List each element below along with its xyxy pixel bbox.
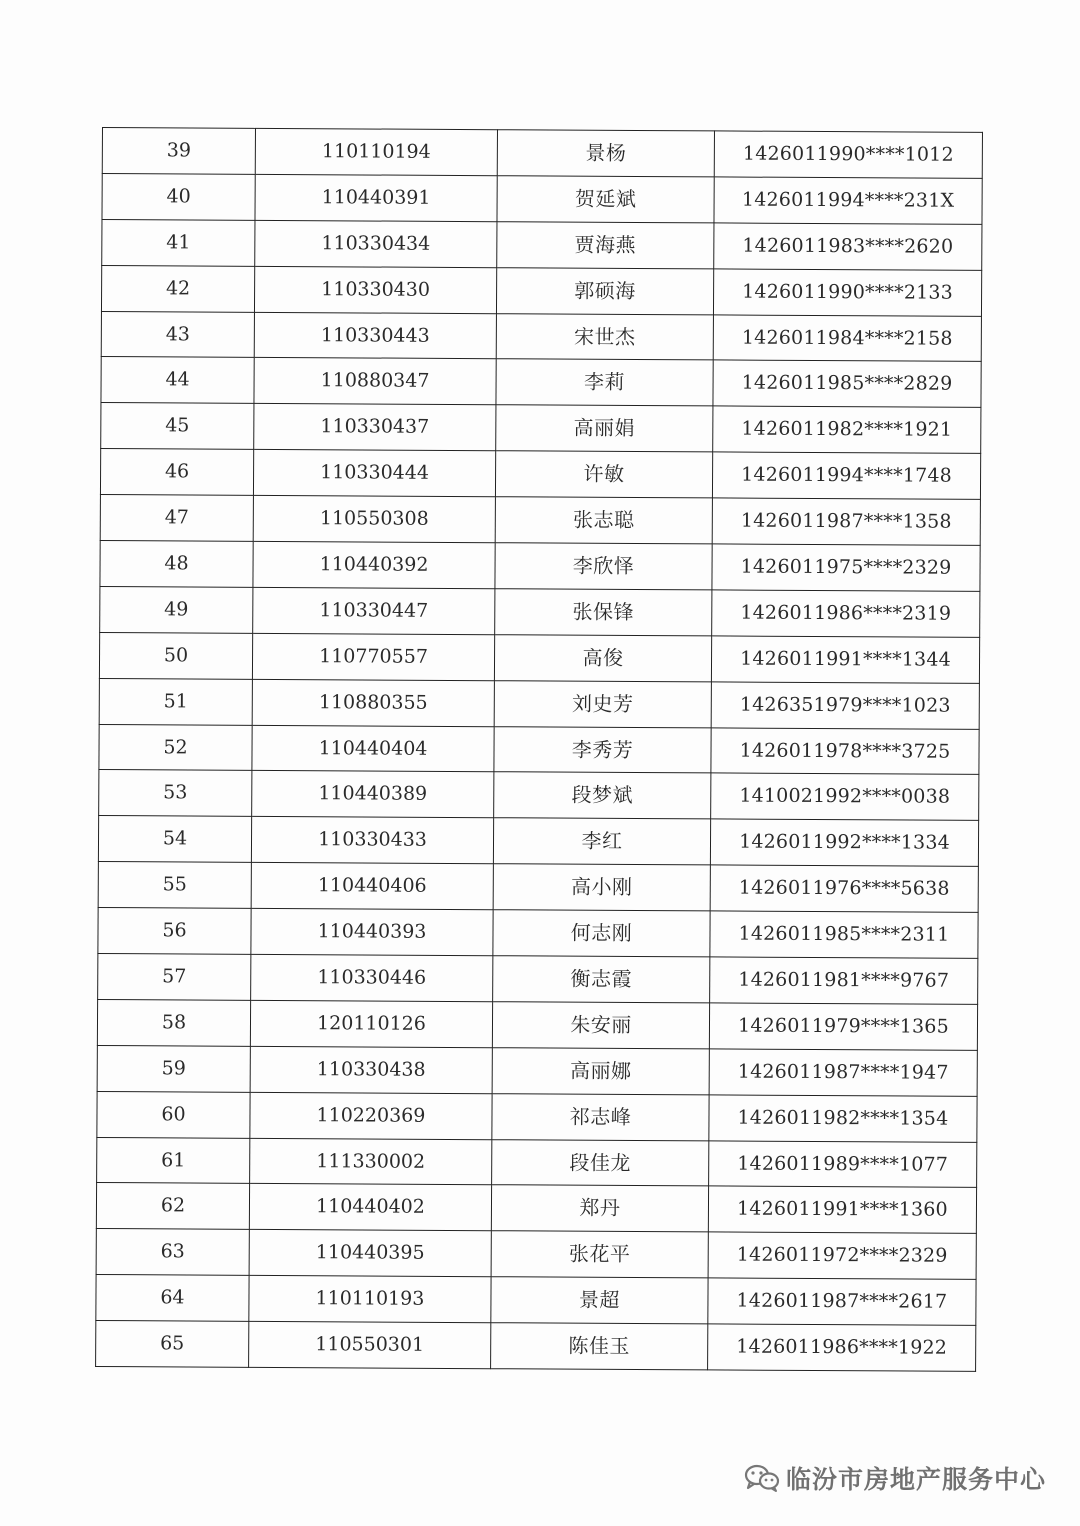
row-number-cell: [96, 1229, 249, 1276]
person-name-text: 高小刚: [570, 874, 633, 900]
table-row: [101, 311, 981, 362]
person-name-cell: [494, 634, 711, 681]
id-number-text: 1410021992****0038: [739, 784, 951, 809]
id-number-text: 1426011990****2133: [742, 280, 954, 304]
certificate-number-text: 110880355: [318, 690, 428, 714]
table-row: [96, 1321, 976, 1372]
certificate-number-cell: [254, 358, 496, 405]
certificate-number-cell: [254, 312, 496, 359]
certificate-number-cell: [253, 541, 495, 588]
row-number-cell: [97, 1137, 250, 1184]
person-name-cell: [494, 680, 711, 727]
person-name-text: 宋世杰: [574, 324, 636, 349]
row-number-text: 43: [165, 322, 191, 345]
id-number-text: 1426011989****1077: [737, 1152, 949, 1176]
row-number-cell: [97, 1045, 250, 1092]
id-number-text: 1426011982****1921: [741, 417, 953, 442]
person-name-cell: [492, 1048, 709, 1095]
certificate-number-text: 110440393: [317, 920, 427, 943]
table-row: [101, 357, 981, 408]
person-name-cell: [493, 910, 710, 957]
id-number-text: 1426011987****1947: [737, 1060, 949, 1084]
certificate-number-cell: [249, 1276, 491, 1323]
row-number-cell: [102, 219, 255, 266]
person-name-text: 张志聪: [572, 507, 635, 533]
certificate-number-cell: [249, 1321, 491, 1368]
person-name-text: 何志刚: [570, 920, 633, 946]
row-number-cell: [97, 999, 250, 1046]
id-number-cell: [714, 177, 982, 224]
person-name-text: 张花平: [568, 1241, 631, 1267]
row-number-text: 50: [163, 644, 189, 667]
row-number-cell: [100, 495, 253, 542]
id-number-text: 1426011991****1360: [736, 1197, 948, 1222]
certificate-number-text: 110330433: [318, 828, 427, 852]
row-number-cell: [99, 724, 252, 771]
id-number-cell: [713, 360, 981, 407]
row-number-cell: [98, 908, 251, 955]
row-number-cell: [101, 265, 254, 312]
certificate-number-text: 110110194: [321, 140, 431, 163]
table-row: [97, 1045, 977, 1096]
row-number-text: 42: [165, 276, 191, 300]
table-row: [99, 724, 979, 775]
row-number-text: 45: [165, 414, 190, 437]
id-number-text: 1426011992****1334: [739, 830, 950, 855]
row-number-cell: [100, 449, 253, 496]
row-number-cell: [102, 173, 255, 220]
id-number-cell: [709, 1003, 977, 1050]
table-row: [99, 770, 979, 821]
id-number-text: 1426011994****231X: [741, 188, 955, 212]
table-row: [96, 1229, 976, 1280]
roster-table-body: [96, 128, 983, 1372]
row-number-cell: [96, 1321, 249, 1368]
person-name-cell: [497, 130, 714, 177]
person-name-text: 段梦斌: [571, 783, 634, 808]
row-number-text: 53: [163, 781, 188, 804]
person-name-text: 刘史芳: [571, 691, 634, 716]
certificate-number-text: 110440406: [317, 874, 427, 898]
person-name-text: 郑丹: [579, 1196, 621, 1221]
row-number-text: 46: [164, 460, 190, 483]
certificate-number-cell: [250, 1092, 492, 1139]
id-number-text: 1426011986****2319: [740, 601, 952, 625]
table-row: [100, 586, 980, 637]
id-number-cell: [708, 1232, 976, 1279]
certificate-number-cell: [251, 817, 493, 864]
id-number-text: 1426011972****2329: [736, 1243, 948, 1268]
id-number-cell: [714, 223, 982, 270]
person-name-text: 许敏: [583, 461, 625, 487]
certificate-number-cell: [255, 128, 497, 175]
certificate-number-text: 110330447: [319, 599, 429, 622]
table-row: [97, 1137, 977, 1188]
person-name-cell: [496, 313, 713, 360]
person-name-cell: [493, 864, 710, 911]
id-number-text: 1426011981****9767: [738, 968, 950, 992]
person-name-text: 贺延斌: [574, 186, 637, 211]
table-row: [96, 1275, 976, 1326]
person-name-text: 郭硕海: [574, 278, 636, 303]
person-name-cell: [496, 267, 713, 314]
certificate-number-cell: [251, 908, 493, 955]
id-number-cell: [710, 911, 978, 958]
certificate-number-text: 110440391: [321, 186, 431, 209]
row-number-cell: [98, 816, 251, 863]
row-number-text: 52: [163, 735, 188, 759]
table-row: [98, 908, 978, 959]
row-number-text: 65: [160, 1332, 185, 1355]
person-name-text: 高丽娜: [569, 1058, 632, 1083]
table-row: [100, 449, 980, 500]
certificate-number-text: 111330002: [316, 1149, 426, 1173]
id-number-cell: [711, 727, 979, 774]
person-name-cell: [494, 726, 711, 773]
certificate-number-cell: [252, 633, 494, 680]
certificate-number-text: 110110193: [315, 1287, 425, 1311]
id-number-text: 1426011982****1354: [737, 1106, 949, 1130]
certificate-number-cell: [252, 771, 494, 818]
id-number-text: 1426011987****2617: [736, 1289, 948, 1313]
id-number-cell: [711, 773, 979, 820]
wechat-icon: [744, 1463, 780, 1493]
id-number-text: 1426011990****1012: [742, 142, 954, 166]
person-name-text: 衡志霞: [570, 966, 633, 991]
certificate-number-text: 120110126: [317, 1012, 426, 1035]
row-number-text: 58: [161, 1011, 187, 1034]
table-row: [100, 541, 980, 592]
person-name-cell: [494, 772, 711, 819]
watermark: [744, 1458, 1046, 1498]
certificate-number-cell: [254, 266, 496, 313]
row-number-cell: [100, 586, 253, 633]
person-name-text: 李欣怿: [572, 553, 635, 578]
table-row: [101, 403, 981, 454]
person-name-cell: [491, 1185, 708, 1232]
certificate-number-text: 110550308: [319, 507, 429, 530]
id-number-text: 1426011991****1344: [740, 647, 952, 671]
table-row: [97, 999, 977, 1050]
row-number-text: 59: [161, 1057, 186, 1080]
person-name-text: 祁志峰: [569, 1104, 632, 1129]
id-number-cell: [713, 406, 981, 453]
certificate-number-cell: [251, 954, 493, 1001]
certificate-number-cell: [250, 1000, 492, 1047]
person-name-text: 陈佳玉: [568, 1333, 631, 1359]
id-number-cell: [713, 269, 981, 316]
person-name-text: 李莉: [584, 370, 626, 395]
roster-table: [95, 127, 983, 1372]
row-number-cell: [102, 128, 255, 175]
id-number-cell: [709, 1095, 977, 1142]
row-number-cell: [100, 541, 253, 588]
table-row: [99, 678, 979, 729]
person-name-text: 贾海燕: [574, 232, 637, 257]
watermark-text: 临汾市房地产服务中心: [785, 1465, 1046, 1494]
row-number-text: 55: [162, 873, 187, 896]
person-name-text: 李秀芳: [571, 737, 634, 762]
row-number-text: 64: [160, 1286, 185, 1309]
id-number-cell: [708, 1324, 976, 1371]
id-number-text: 1426011985****2311: [738, 922, 950, 946]
id-number-text: 1426011979****1365: [738, 1014, 949, 1038]
certificate-number-cell: [255, 220, 497, 267]
person-name-text: 高丽娟: [573, 415, 636, 441]
row-number-text: 61: [161, 1148, 186, 1172]
id-number-cell: [708, 1186, 976, 1233]
table-row: [96, 1183, 976, 1234]
certificate-number-cell: [250, 1046, 492, 1093]
row-number-cell: [99, 678, 252, 725]
id-number-cell: [713, 314, 981, 361]
id-number-text: 1426011986****1922: [736, 1335, 948, 1359]
person-name-cell: [497, 221, 714, 268]
id-number-text: 1426011975****2329: [740, 555, 952, 579]
id-number-text: 1426011987****1358: [740, 509, 952, 533]
id-number-text: 1426011978****3725: [739, 739, 951, 763]
person-name-cell: [492, 1139, 709, 1186]
person-name-cell: [491, 1323, 708, 1370]
row-number-text: 47: [164, 506, 189, 529]
id-number-text: 1426011984****2158: [741, 326, 953, 350]
certificate-number-text: 110440389: [318, 782, 428, 806]
row-number-cell: [96, 1183, 249, 1230]
row-number-cell: [98, 954, 251, 1001]
row-number-text: 41: [166, 231, 191, 254]
id-number-text: 1426011985****2829: [741, 371, 953, 396]
row-number-text: 49: [164, 598, 189, 621]
certificate-number-text: 110330438: [316, 1057, 426, 1081]
certificate-number-cell: [253, 495, 495, 542]
id-number-cell: [709, 1049, 977, 1096]
id-number-cell: [711, 682, 979, 729]
certificate-number-cell: [250, 1138, 492, 1185]
table-row: [102, 128, 982, 179]
certificate-number-cell: [253, 587, 495, 634]
table-row: [98, 816, 978, 867]
certificate-number-text: 110330446: [317, 966, 427, 989]
certificate-number-cell: [249, 1230, 491, 1277]
person-name-text: 朱安丽: [570, 1012, 632, 1037]
id-number-cell: [711, 636, 979, 683]
person-name-cell: [495, 497, 712, 544]
person-name-cell: [491, 1231, 708, 1278]
row-number-text: 60: [161, 1102, 186, 1126]
id-number-cell: [710, 819, 978, 866]
person-name-cell: [493, 956, 710, 1003]
certificate-number-text: 110330443: [320, 323, 430, 347]
row-number-text: 39: [166, 139, 192, 162]
row-number-cell: [97, 1091, 250, 1138]
id-number-cell: [708, 1278, 976, 1325]
certificate-number-text: 110440404: [318, 736, 428, 760]
certificate-number-text: 110440402: [316, 1195, 425, 1219]
row-number-cell: [99, 632, 252, 679]
row-number-text: 44: [165, 368, 190, 391]
person-name-cell: [496, 359, 713, 406]
id-number-cell: [712, 544, 980, 591]
id-number-cell: [709, 1140, 977, 1187]
person-name-cell: [492, 1002, 709, 1049]
row-number-cell: [101, 403, 254, 450]
certificate-number-cell: [251, 863, 493, 910]
row-number-text: 62: [160, 1194, 186, 1217]
row-number-text: 51: [163, 689, 188, 713]
certificate-number-cell: [255, 174, 497, 221]
person-name-cell: [495, 589, 712, 636]
row-number-cell: [99, 770, 252, 817]
certificate-number-cell: [249, 1184, 491, 1231]
table-row: [101, 265, 981, 316]
certificate-number-text: 110220369: [316, 1103, 426, 1127]
certificate-number-text: 110440392: [319, 553, 429, 576]
person-name-text: 高俊: [582, 645, 624, 670]
person-name-text: 李红: [581, 828, 623, 854]
certificate-number-text: 110550301: [315, 1333, 425, 1356]
table-row: [99, 632, 979, 683]
id-number-text: 1426011994****1748: [741, 463, 953, 487]
table-row: [102, 219, 982, 270]
id-number-cell: [714, 131, 982, 178]
id-number-cell: [710, 957, 978, 1004]
id-number-cell: [710, 865, 978, 912]
person-name-text: 景杨: [585, 140, 627, 165]
row-number-cell: [101, 311, 254, 358]
row-number-text: 56: [162, 919, 187, 942]
person-name-cell: [491, 1277, 708, 1324]
person-name-cell: [496, 405, 713, 452]
id-number-cell: [712, 590, 980, 637]
row-number-text: 63: [160, 1240, 185, 1263]
id-number-cell: [712, 452, 980, 499]
person-name-cell: [493, 818, 710, 865]
row-number-cell: [101, 357, 254, 404]
person-name-text: 张保锋: [572, 599, 635, 624]
table-row: [98, 954, 978, 1005]
id-number-text: 1426011976****5638: [738, 876, 950, 900]
certificate-number-cell: [252, 725, 494, 772]
person-name-text: 景超: [578, 1287, 621, 1313]
id-number-cell: [712, 498, 980, 545]
table-row: [100, 495, 980, 546]
row-number-cell: [98, 862, 251, 909]
person-name-cell: [497, 176, 714, 223]
certificate-number-cell: [254, 404, 496, 451]
certificate-number-text: 110770557: [319, 644, 428, 668]
row-number-text: 40: [166, 185, 191, 208]
certificate-number-text: 110330434: [321, 231, 431, 255]
table-row: [97, 1091, 977, 1142]
certificate-number-text: 110330437: [320, 415, 430, 439]
certificate-number-cell: [253, 450, 495, 497]
certificate-number-text: 110330430: [321, 277, 431, 301]
row-number-text: 54: [162, 827, 188, 850]
certificate-number-cell: [252, 679, 494, 726]
certificate-number-text: 110330444: [320, 461, 430, 485]
table-row: [102, 173, 982, 224]
certificate-number-text: 110880347: [320, 369, 430, 393]
id-number-text: 1426011983****2620: [742, 234, 954, 258]
row-number-text: 48: [164, 552, 189, 575]
person-name-cell: [492, 1093, 709, 1140]
person-name-cell: [495, 543, 712, 590]
id-number-text: 1426351979****1023: [739, 693, 951, 717]
person-name-text: 段佳龙: [569, 1150, 632, 1175]
table-row: [98, 862, 978, 913]
person-name-cell: [495, 451, 712, 498]
row-number-cell: [96, 1275, 249, 1322]
certificate-number-text: 110440395: [315, 1241, 425, 1265]
row-number-text: 57: [162, 965, 187, 988]
